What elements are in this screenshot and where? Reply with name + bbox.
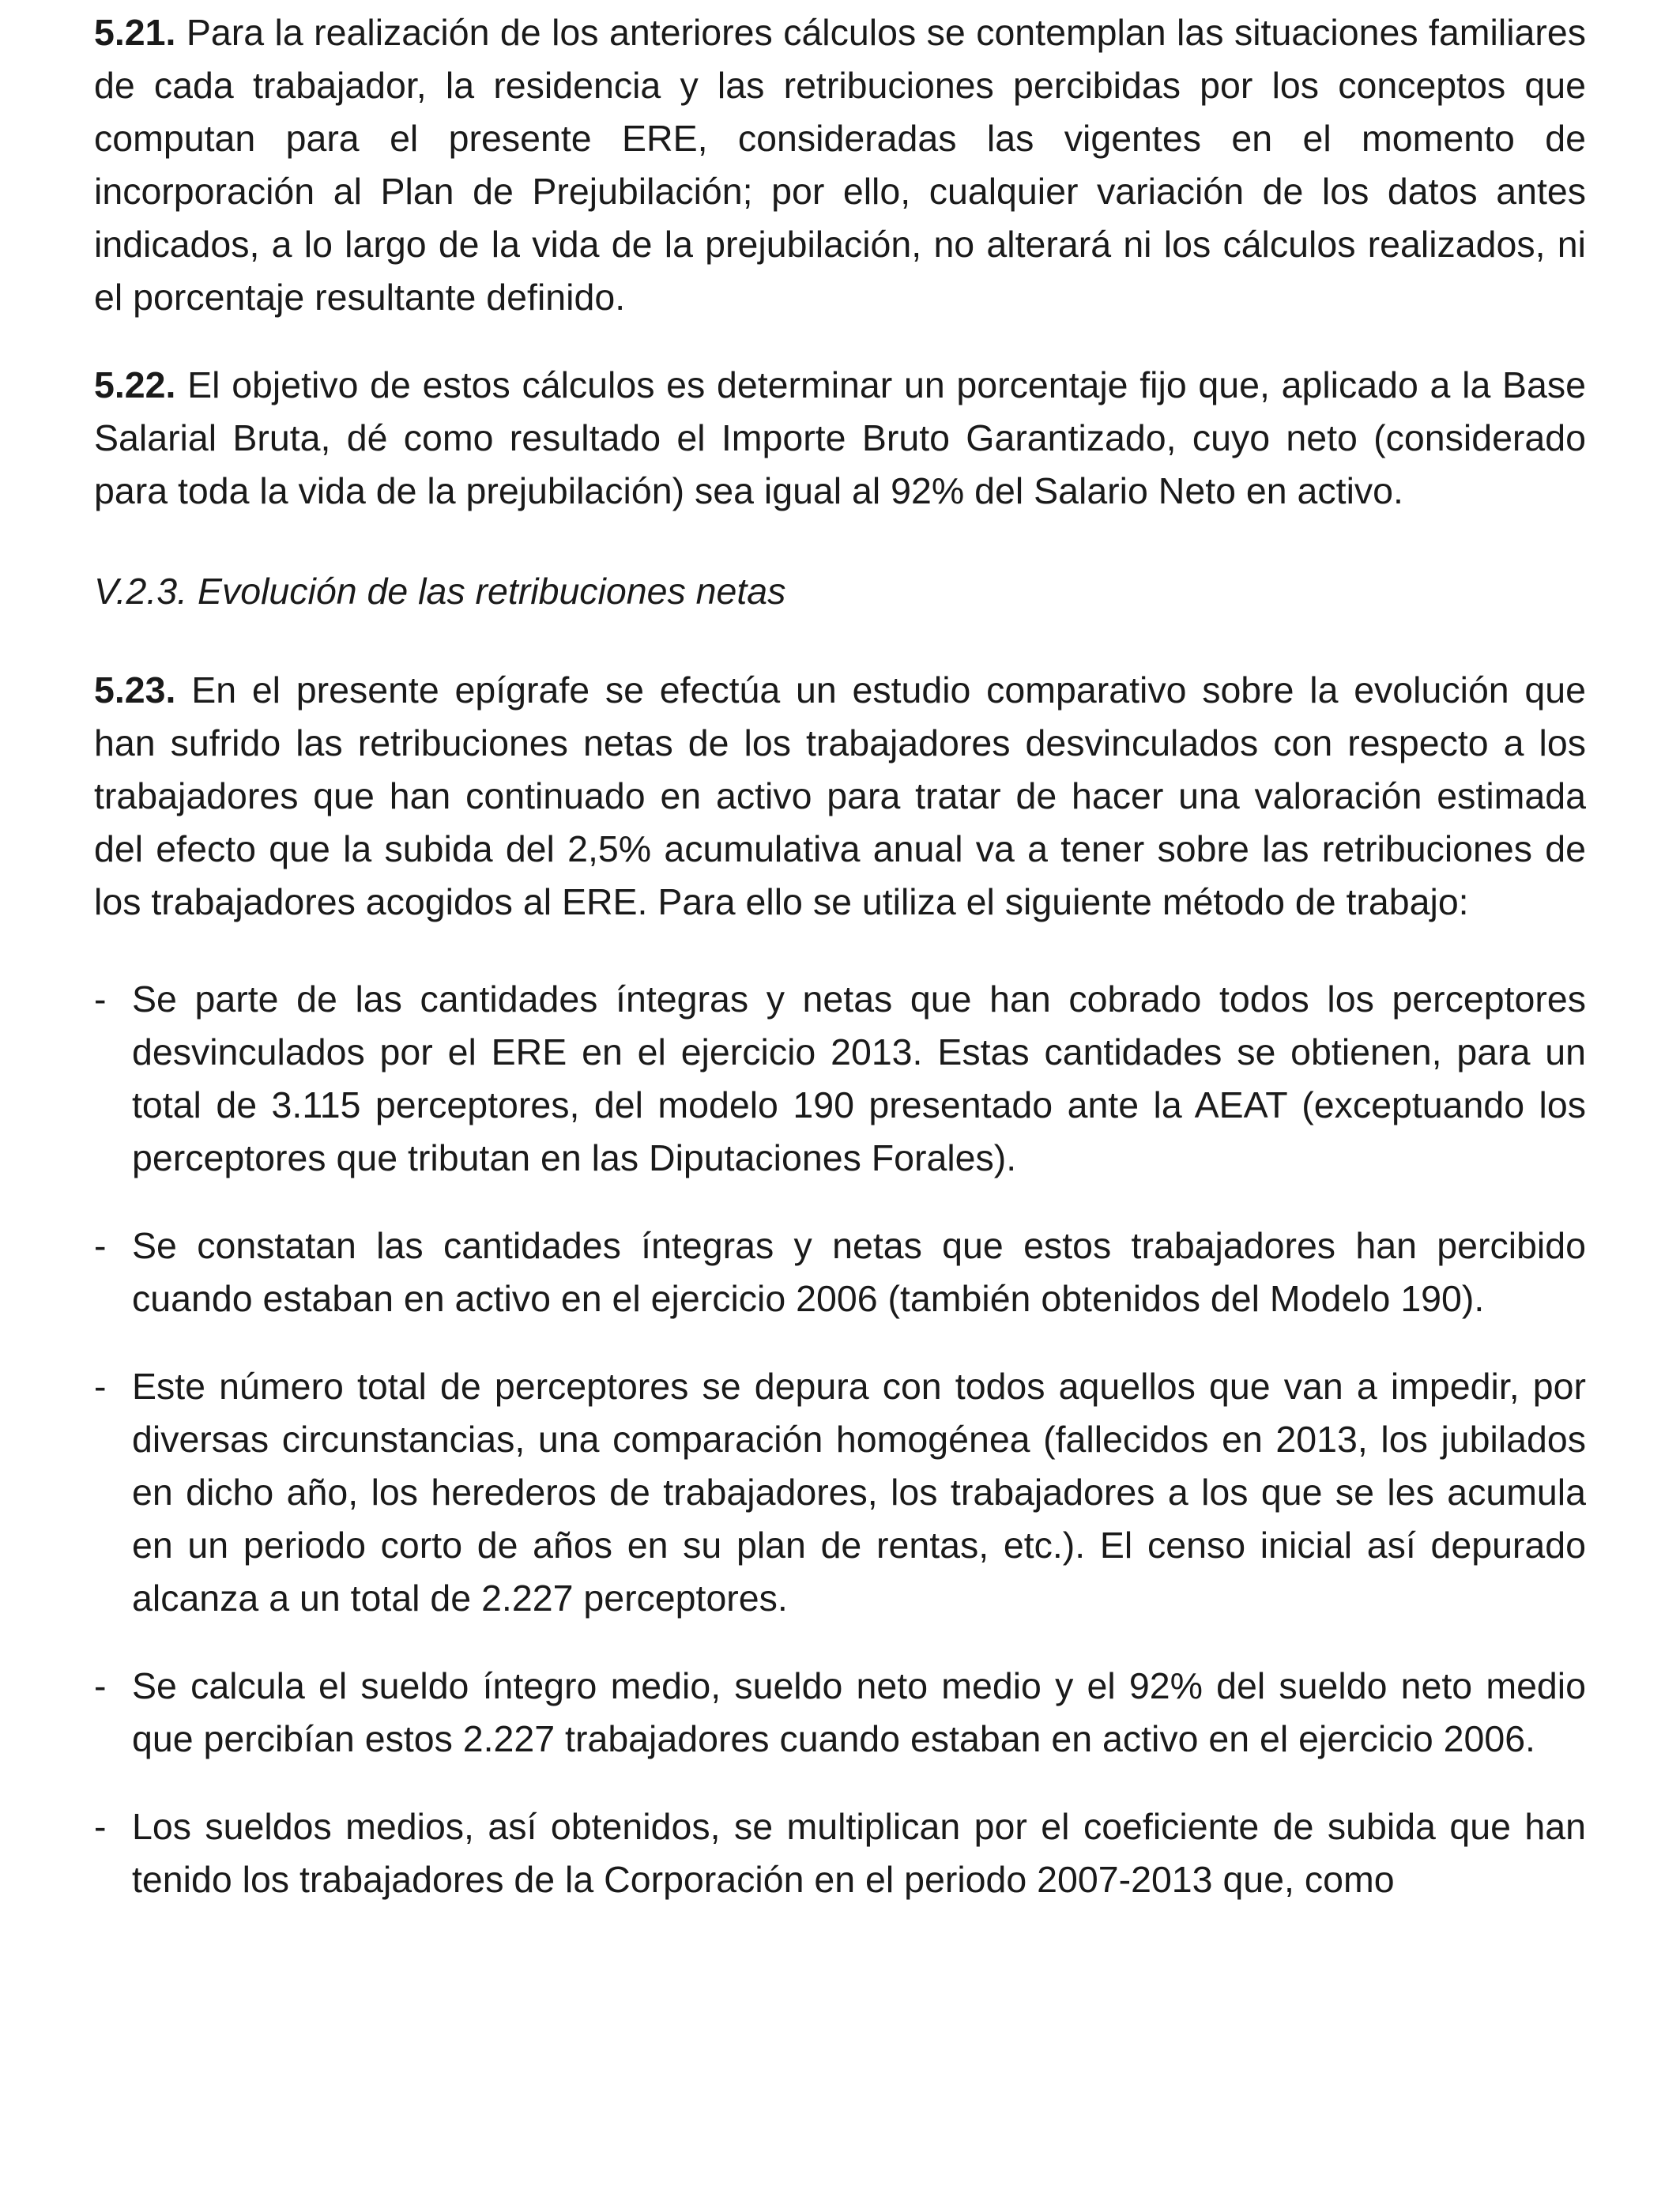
paragraph-text: Para la realización de los anteriores cálculos se contemplan las situaciones familiares de cada trabajador, la residencia y las retribuciones percibidas por los conceptos que computan para el presente ERE, consideradas las vigentes en el momento de incorporación al Plan de Prejubilación; por ello, cualquier variación de los datos antes indicados, a lo largo de la vida de la prejubilación, no alterará ni los cálculos realizados, ni el porcentaje resultante definido. xyxy=(94,12,1586,318)
list-item xyxy=(94,973,1586,1185)
paragraph-number: 5.21. xyxy=(94,12,176,53)
list-item-text: Se calcula el sueldo íntegro medio, sueldo neto medio y el 92% del sueldo neto medio que percibían estos 2.227 trabajadores cuando estaban en activo en el ejercicio 2006. xyxy=(132,1665,1586,1759)
list-item xyxy=(94,1800,1586,1906)
list-item-text: Los sueldos medios, así obtenidos, se multiplican por el coeficiente de subida que han tenido los trabajadores de la Corporación en el periodo 2007-2013 que, como xyxy=(132,1806,1586,1900)
paragraph-text: El objetivo de estos cálculos es determinar un porcentaje fijo que, aplicado a la Base Salarial Bruta, dé como resultado el Importe Bruto Garantizado, cuyo neto (considerado para toda la vida de la prejubilación) sea igual al 92% del Salario Neto en activo. xyxy=(94,364,1587,511)
list-item xyxy=(94,1660,1586,1766)
paragraph-number: 5.23. xyxy=(94,669,176,711)
paragraph-5-23 xyxy=(94,664,1586,929)
document-page xyxy=(94,0,1586,1906)
paragraph-text: En el presente epígrafe se efectúa un estudio comparativo sobre la evolución que han sufrido las retribuciones netas de los trabajadores desvinculados con respecto a los trabajadores que han continuado en activo para tratar de hacer una valoración estimada del efecto que la subida del 2,5% acumulativa anual va a tener sobre las retribuciones de los trabajadores acogidos al ERE. Para ello se utiliza el siguiente método de trabajo: xyxy=(94,669,1587,922)
list-item-text: Se parte de las cantidades íntegras y netas que han cobrado todos los perceptores desvinculados por el ERE en el ejercicio 2013. Estas cantidades se obtienen, para un total de 3.115 perceptores, del modelo 190 presentado ante la AEAT (exceptuando los perceptores que tributan en las Diputaciones Forales). xyxy=(132,978,1586,1178)
section-heading: V.2.3. Evolución de las retribuciones netas xyxy=(94,571,786,612)
bullet-dash: - xyxy=(94,1665,107,1706)
bullet-dash: - xyxy=(94,1806,107,1847)
bullet-dash: - xyxy=(94,1225,107,1266)
list-item xyxy=(94,1220,1586,1325)
paragraph-number: 5.22. xyxy=(94,364,176,405)
list-item-text: Este número total de perceptores se depura con todos aquellos que van a impedir, por diversas circunstancias, una comparación homogénea (fallecidos en 2013, los jubilados en dicho año, los herederos de trabajadores, los trabajadores a los que se les acumula en un periodo corto de años en su plan de rentas, etc.). El censo inicial así depurado alcanza a un total de 2.227 perceptores. xyxy=(132,1366,1586,1619)
bullet-dash: - xyxy=(94,1366,107,1407)
list-item-text: Se constatan las cantidades íntegras y netas que estos trabajadores han percibido cuando estaban en activo en el ejercicio 2006 (también obtenidos del Modelo 190). xyxy=(132,1225,1586,1319)
list-item xyxy=(94,1360,1586,1625)
paragraph-5-22 xyxy=(94,359,1586,518)
bullet-dash: - xyxy=(94,978,107,1020)
paragraph-5-21 xyxy=(94,6,1586,324)
